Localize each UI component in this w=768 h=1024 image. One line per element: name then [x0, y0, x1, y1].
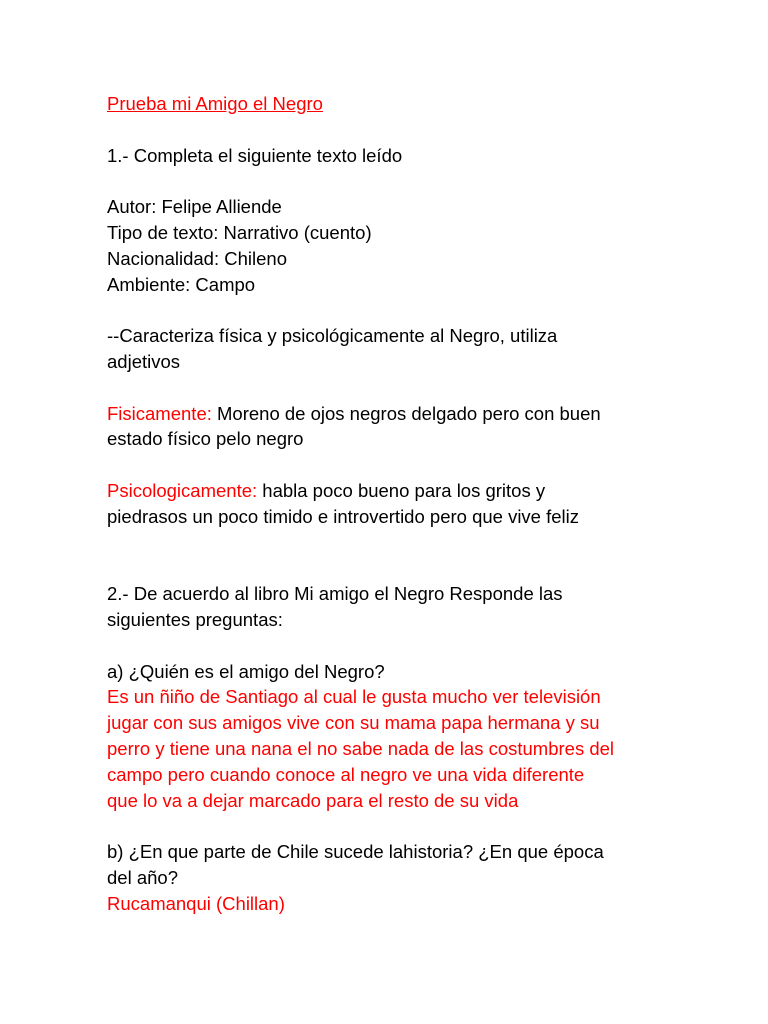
- document-page: [107, 91, 687, 917]
- psychological-label: Psicologicamente:: [107, 479, 258, 501]
- question-a: a) ¿Quién es el amigo del Negro?: [107, 660, 385, 682]
- question-2: [107, 581, 687, 633]
- spacer: [107, 375, 687, 401]
- answer-a-line: perro y tiene una nana el no sabe nada de las costumbres del: [107, 737, 615, 759]
- physical-line: [107, 401, 687, 427]
- question-2-line: 2.- De acuerdo al libro Mi amigo el Negro Responde las: [107, 583, 563, 605]
- answer-a-line: que lo va a dejar marcado para el resto de su vida: [107, 789, 519, 811]
- info-setting: Ambiente: Campo: [107, 273, 256, 295]
- psychological-line: [107, 478, 687, 504]
- info-author: Autor: Felipe Alliende: [107, 196, 282, 218]
- spacer: [107, 633, 687, 659]
- psychological-text: habla poco bueno para los gritos y: [257, 479, 546, 501]
- question-1: 1.- Completa el siguiente texto leído: [107, 144, 403, 166]
- question-b: [107, 839, 687, 891]
- question-b-line: b) ¿En que parte de Chile sucede lahistoria? ¿En que época: [107, 841, 604, 863]
- spacer: [107, 452, 687, 478]
- answer-a-line: jugar con sus amigos vive con su mama papa hermana y su: [107, 712, 600, 734]
- answer-a-line: campo pero cuando conoce al negro ve una vida diferente: [107, 763, 585, 785]
- answer-a: [107, 684, 687, 813]
- instruction-line: adjetivos: [107, 350, 181, 372]
- book-info: [107, 194, 687, 297]
- psychological-line: piedrasos un poco timido e introvertido pero que vive feliz: [107, 505, 580, 527]
- answer-a-line: Es un ñiño de Santiago al cual le gusta mucho ver televisión: [107, 686, 601, 708]
- spacer: [107, 117, 687, 143]
- info-nationality: Nacionalidad: Chileno: [107, 247, 287, 269]
- physical-description: [107, 401, 687, 453]
- physical-line: estado físico pelo negro: [107, 428, 304, 450]
- spacer: [107, 530, 687, 582]
- physical-text: Moreno de ojos negros delgado pero con buen: [211, 402, 601, 424]
- question-2-line: siguientes preguntas:: [107, 608, 283, 630]
- info-text-type: Tipo de texto: Narrativo (cuento): [107, 221, 372, 243]
- question-b-line: del año?: [107, 866, 178, 888]
- spacer: [107, 168, 687, 194]
- document-title: Prueba mi Amigo el Negro: [107, 93, 323, 114]
- physical-label: Fisicamente:: [107, 402, 212, 424]
- answer-b: Rucamanqui (Chillan): [107, 892, 285, 914]
- psychological-description: [107, 478, 687, 530]
- instruction: [107, 323, 687, 375]
- instruction-line: --Caracteriza física y psicológicamente al Negro, utiliza: [107, 325, 558, 347]
- spacer: [107, 813, 687, 839]
- spacer: [107, 297, 687, 323]
